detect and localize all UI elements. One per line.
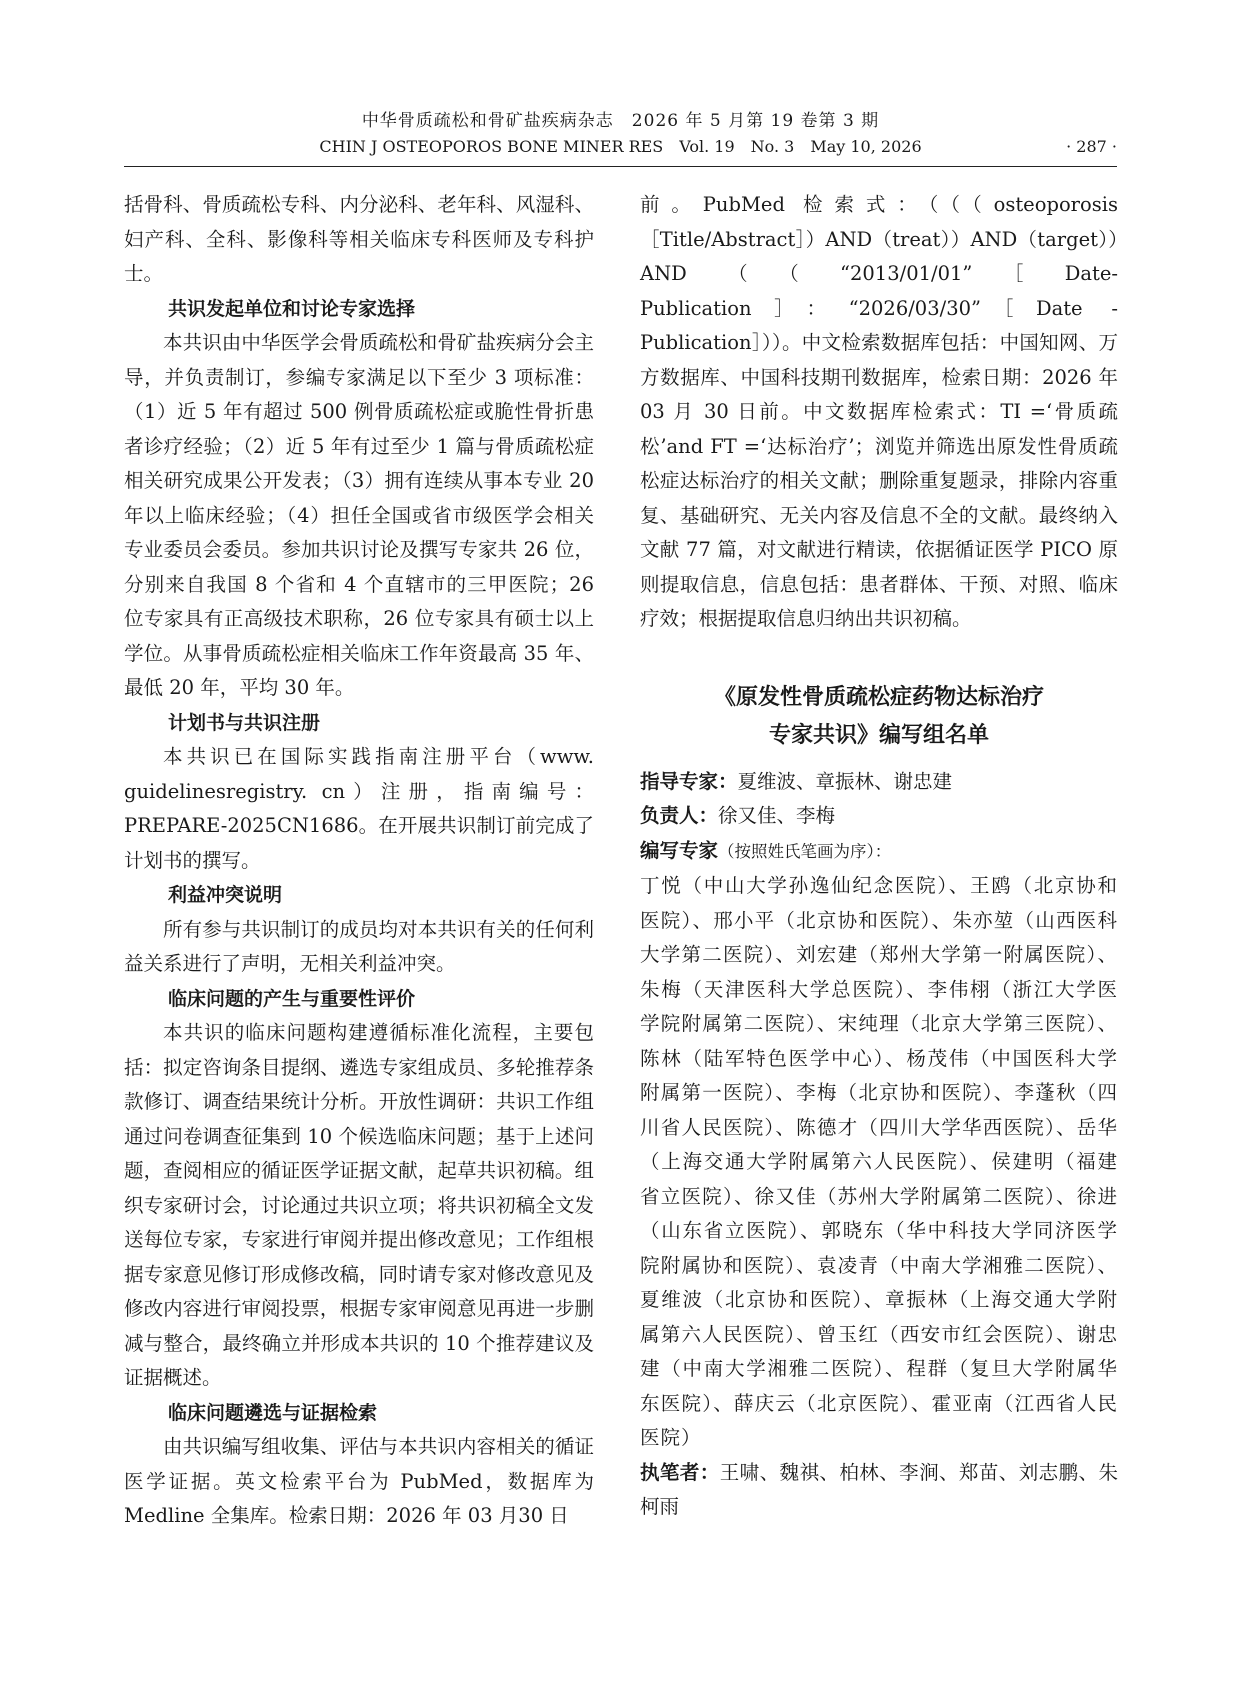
authors-label: 执笔者： [640, 1460, 720, 1484]
section-heading-units: 共识发起单位和讨论专家选择 [168, 297, 416, 320]
lead-persons-names: 徐又佳、李梅 [718, 804, 836, 827]
intro-paragraph: 括骨科、骨质疏松专科、内分泌科、老年科、风湿科、妇产科、全科、影像科等相关临床专科医师及专科护士。 [124, 193, 594, 285]
running-header [124, 108, 1117, 160]
section-heading-search: 临床问题遴选与证据检索 [168, 1401, 378, 1424]
lead-persons-label: 负责人： [640, 804, 719, 827]
guide-experts [640, 765, 1118, 800]
right-column [640, 188, 1118, 1525]
units-paragraph: 本共识由中华医学会骨质疏松和骨矿盐疾病分会主导，并负责制订，参编专家满足以下至少 3 项标准：（1）近 5 年有超过 500 例骨质疏松症或脆性骨折患者诊疗经验；（2）近 5 年有过至少 1 篇与骨质疏松症相关研究成果公开发表；（3）拥有连续从事本专业 20 年以上临床经验；（4）担任全国或省市级医学会相关专业委员会委员。参加共识讨论及撰写专家共 26 位，分别来自我国 8 个省和 4 个直辖市的三甲医院；26 位专家具有正高级技术职称，26 位专家具有硕士以上学位。从事骨质疏松症相关临床工作年资最高 35 年、最低 20 年，平均 30 年。 [124, 331, 594, 699]
writing-experts-note: （按照姓氏笔画为序）： [718, 841, 892, 861]
coi-paragraph: 所有参与共识制订的成员均对本共识有关的任何利益关系进行了声明，无相关利益冲突。 [124, 917, 594, 975]
search-continued-paragraph: 前。PubMed 检索式：（（（osteoporosis［Title/Abstract］）AND（treat））AND（target））AND（（“2013/01/01”［Date-Publication］：“2026/03/30”［Date - Publication］））。中文检索数据库包括：中国知网、万方数据库、中国科技期刊数据库，检索日期：2026 年 03 月 30 日前。中文数据库检索式：TI =‘骨质疏松’and FT =‘达标治疗’；浏览并筛选出原发性骨质疏松症达标治疗的相关文献；删除重复题录，排除内容重复、基础研究、无关内容及信息不全的文献。最终纳入文献 77 篇，对文献进行精读，依据循证医学 PICO 原则提取信息，信息包括：患者群体、干预、对照、临床疗效；根据提取信息归纳出共识初稿。 [640, 193, 1118, 630]
section-heading-plan: 计划书与共识注册 [168, 711, 321, 734]
journal-title-cn: 中华骨质疏松和骨矿盐疾病杂志 2026 年 5 月第 19 卷第 3 期 [361, 111, 880, 131]
journal-title-en [124, 134, 1117, 160]
writing-experts-label: 编写专家 [640, 838, 719, 862]
page-number: · 287 · [1066, 137, 1117, 156]
authors-names: 王啸、魏祺、柏林、李涧、郑苗、刘志鹏、朱柯雨 [640, 1460, 1118, 1518]
section-heading-clinical: 临床问题的产生与重要性评价 [168, 987, 416, 1010]
section-heading-coi: 利益冲突说明 [168, 884, 283, 906]
group-list-title-line2: 专家共识》编写组名单 [768, 722, 989, 748]
search-paragraph: 由共识编写组收集、评估与本共识内容相关的循证医学证据。英文检索平台为 PubMed，数据库为 Medline 全集库。检索日期：2026 年 03 月30 日 [124, 1435, 594, 1527]
header-rule [124, 166, 1117, 167]
left-column [124, 188, 594, 1534]
lead-persons [640, 799, 1118, 834]
plan-paragraph: 本共识已在国际实践指南注册平台（www. guidelinesregistry. cn）注册，指南编号：PREPARE-2025CN1686。在开展共识制订前完成了计划书的撰写。 [124, 745, 594, 872]
clinical-paragraph: 本共识的临床问题构建遵循标准化流程，主要包括：拟定咨询条目提纲、遴选专家组成员、多轮推荐条款修订、调查结果统计分析。开放性调研：共识工作组通过问卷调查征集到 10 个候选临床问题；基于上述问题，查阅相应的循证医学证据文献，起草共识初稿。组织专家研讨会，讨论通过共识立项；将共识初稿全文发送每位专家，专家进行审阅并提出修改意见；工作组根据专家意见修订形成修改稿，同时请专家对修改意见及修改内容进行审阅投票，根据专家审阅意见再进一步删减与整合，最终确立并形成本共识的 10 个推荐建议及证据概述。 [124, 1021, 594, 1389]
writing-experts-block [640, 869, 1118, 1456]
guide-experts-names: 夏维波、章振林、谢忠建 [737, 769, 953, 793]
writing-experts-list: 丁悦（中山大学孙逸仙纪念医院）、王鸥（北京协和医院）、邢小平（北京协和医院）、朱亦堃（山西医科大学第二医院）、刘宏建（郑州大学第一附属医院）、朱梅（天津医科大学总医院）、李伟栩（浙江大学医学院附属第二医院）、宋纯理（北京大学第三医院）、陈林（陆军特色医学中心）、杨茂伟（中国医科大学附属第一医院）、李梅（北京协和医院）、李蓬秋（四川省人民医院）、陈德才（四川大学华西医院）、岳华（上海交通大学附属第六人民医院）、侯建明（福建省立医院）、徐又佳（苏州大学附属第二医院）、徐进（山东省立医院）、郭晓东（华中科技大学同济医学院附属协和医院）、袁凌青（中南大学湘雅二医院）、夏维波（北京协和医院）、章振林（上海交通大学附属第六人民医院）、曾玉红（西安市红会医院）、谢忠建（中南大学湘雅二医院）、程群（复旦大学附属华东医院）、薛庆云（北京医院）、霍亚南（江西省人民医院） [640, 874, 1118, 1449]
group-list-title-line1: 《原发性骨质疏松症药物达标治疗 [713, 684, 1044, 710]
guide-experts-label: 指导专家： [640, 769, 738, 793]
authors [640, 1456, 1118, 1525]
writing-experts-heading [640, 834, 1118, 870]
journal-citation-en: CHIN J OSTEOPOROS BONE MINER RES Vol. 19 No. 3 May 10, 2026 [319, 137, 922, 156]
